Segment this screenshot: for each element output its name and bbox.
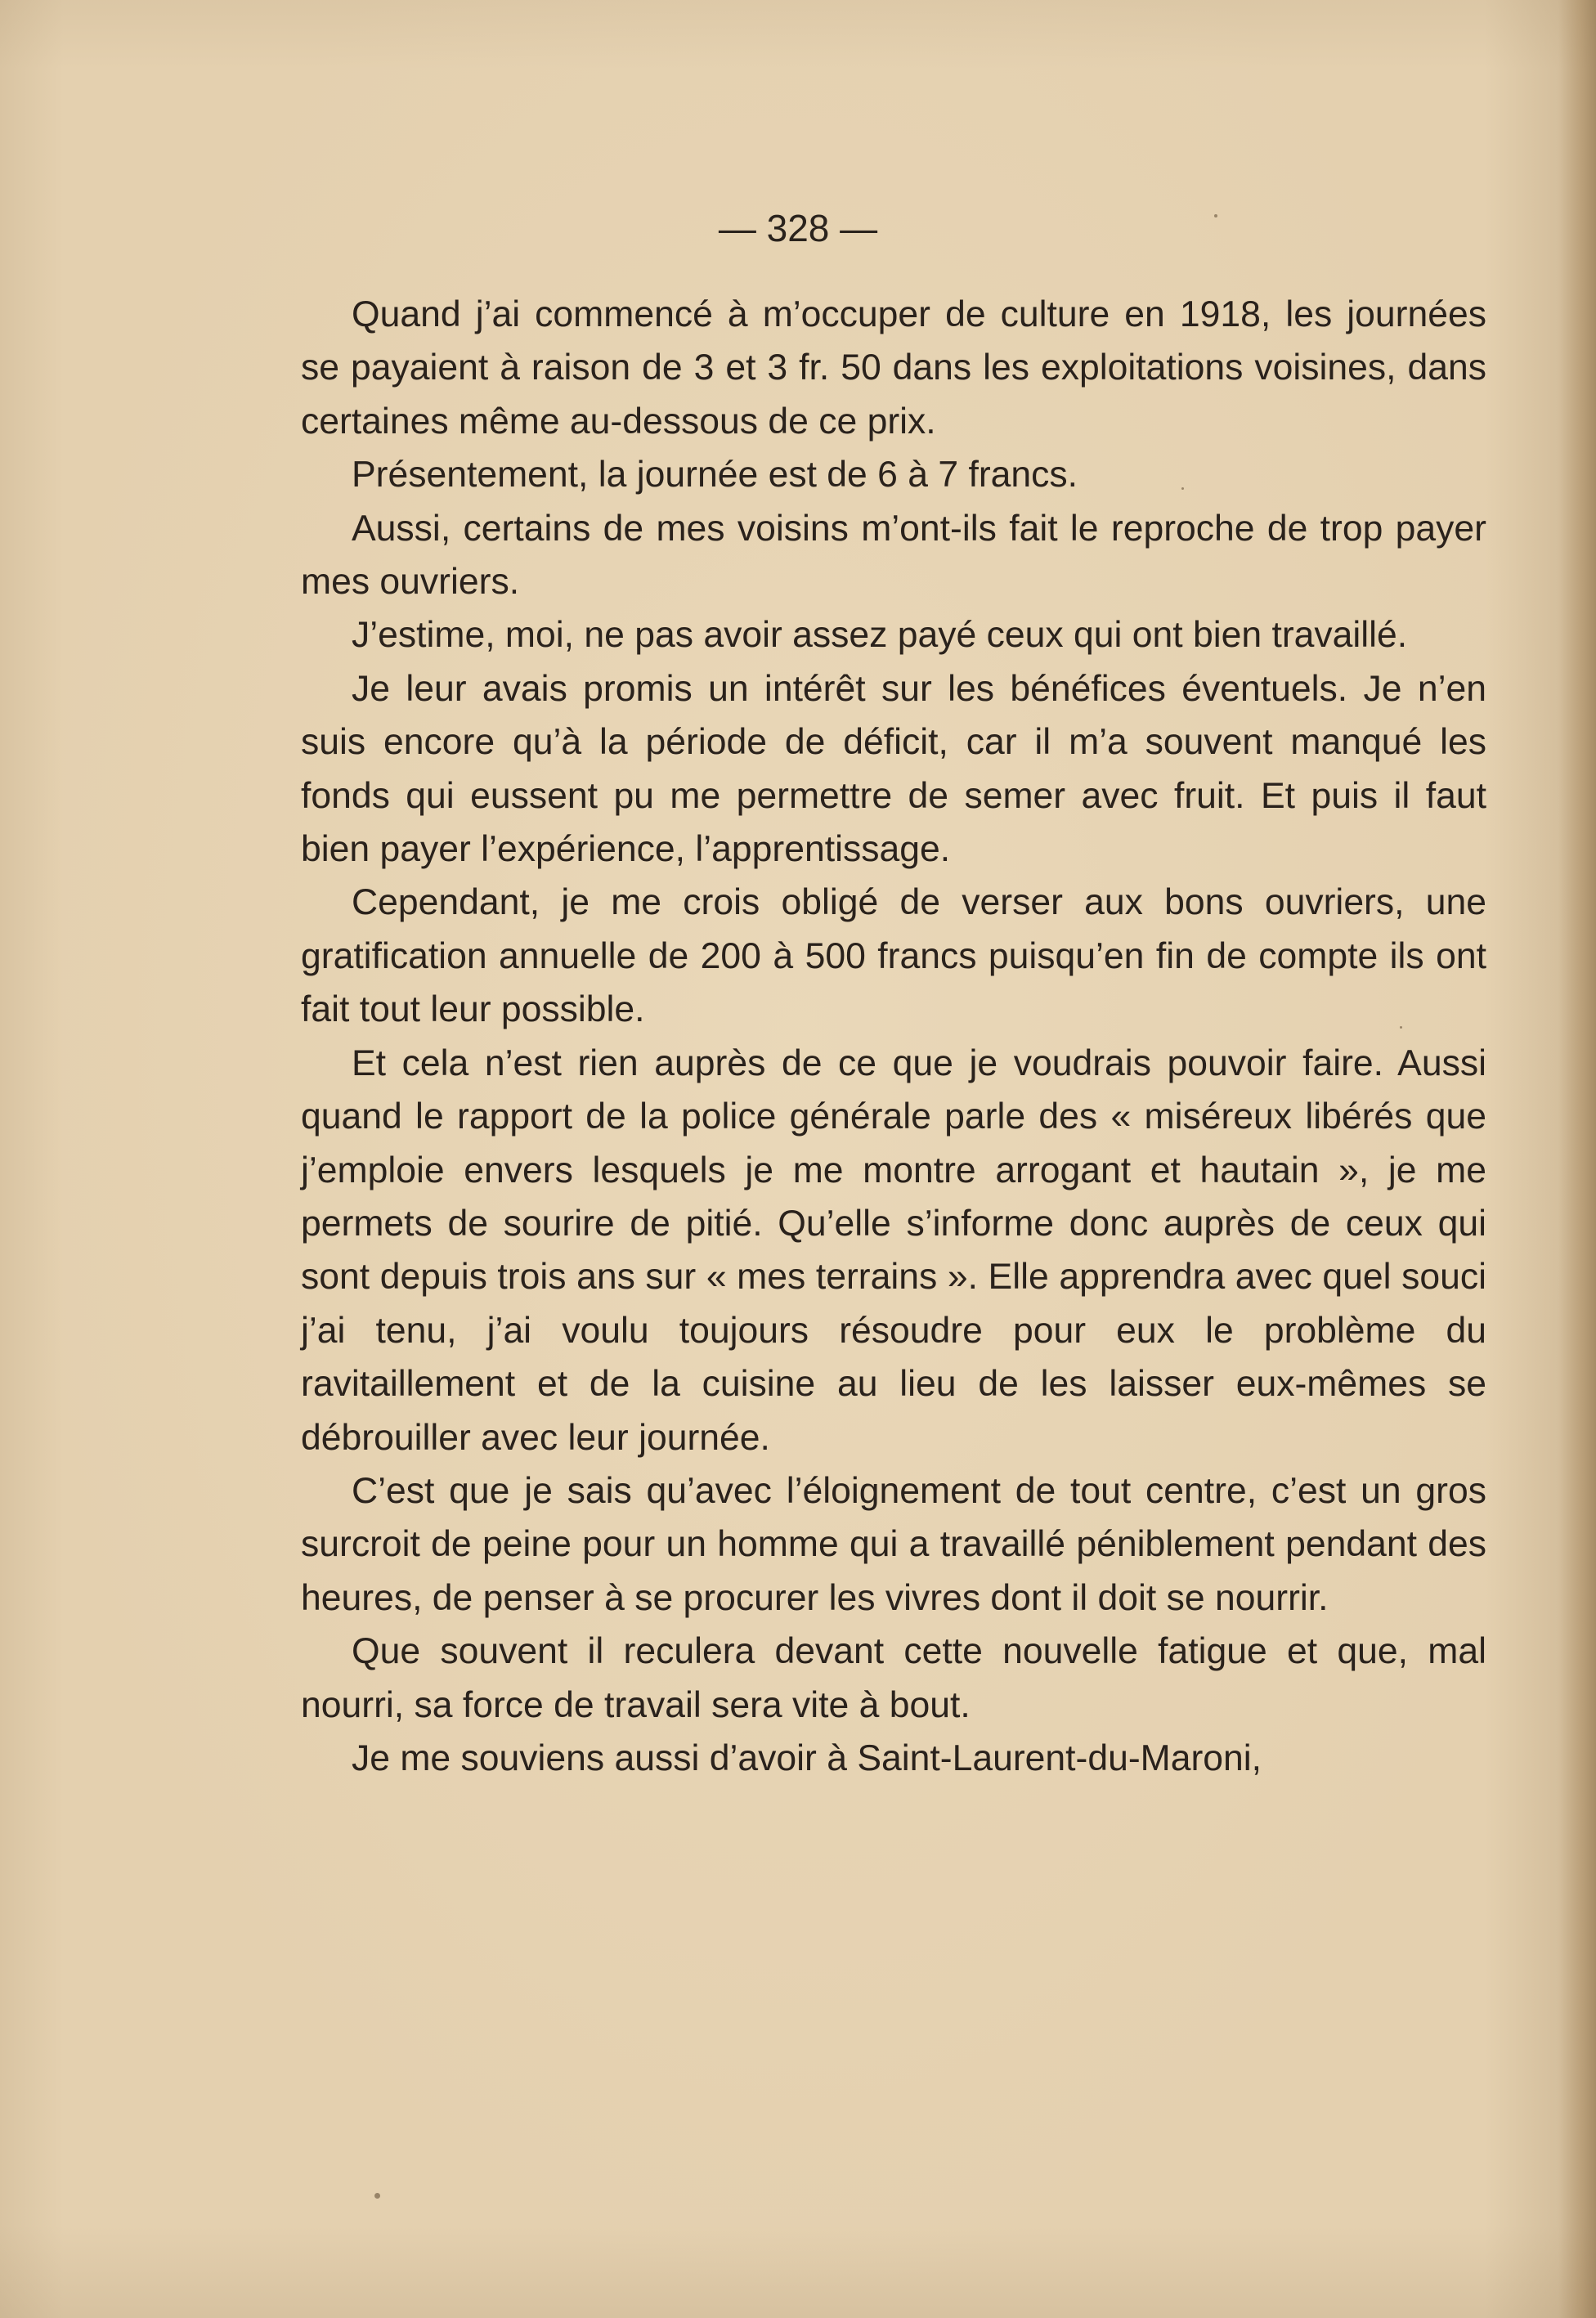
paper-speck	[1214, 214, 1217, 217]
paper-speck	[374, 2193, 380, 2199]
paragraph: Je leur avais promis un intérêt sur les bénéfices éventuels. Je n’en suis encore qu’à la période de déficit, car il m’a souvent manqué les fonds qui eussent pu me permettre de semer avec fruit. Et puis il faut bien payer l’expérience, l’apprentissage.	[301, 668, 1486, 870]
paragraph: Et cela n’est rien auprès de ce que je voudrais pouvoir faire. Aussi quand le rapport de la police générale parle des « miséreux libérés que j’emploie envers lesquels je me montre arrogant et hautain », je me permets de sourire de pitié. Qu’elle s’informe donc auprès de ceux qui sont depuis trois ans sur « mes terrains ». Elle apprendra avec quel souci j’ai tenu, j’ai voulu toujours résoudre pour eux le problème du ravitaillement et de la cuisine au lieu de les laisser eux-mêmes se débrouiller avec leur journée.	[301, 1042, 1486, 1458]
paragraph: Quand j’ai commencé à m’occuper de culture en 1918, les journées se payaient à raison de 3 et 3 fr. 50 dans les exploitations voisines, dans certaines même au-dessous de ce prix.	[301, 294, 1486, 442]
paragraph: Cependant, je me crois obligé de verser aux bons ouvriers, une gratification annuelle de 200 à 500 francs puisqu’en fin de compte ils ont fait tout leur possible.	[301, 882, 1486, 1030]
paragraph: Présentement, la journée est de 6 à 7 francs.	[352, 455, 1078, 495]
paragraph: Que souvent il reculera devant cette nouvelle fatigue et que, mal nourri, sa force de travail sera vite à bout.	[301, 1631, 1486, 1725]
page-number: — 328 —	[718, 207, 878, 249]
body-text	[301, 288, 1486, 1785]
paragraph: Je me souviens aussi d’avoir à Saint-Laurent-du-Maroni,	[352, 1737, 1262, 1778]
paragraph: Aussi, certains de mes voisins m’ont-ils fait le reproche de trop payer mes ouvriers.	[301, 508, 1486, 603]
paragraph: J’estime, moi, ne pas avoir assez payé ceux qui ont bien travaillé.	[352, 615, 1408, 656]
paper-speck	[1181, 487, 1184, 490]
page-edge-shadow	[1558, 0, 1596, 2318]
paragraph: C’est que je sais qu’avec l’éloignement de tout centre, c’est un gros surcroit de peine pour un homme qui a travaillé péniblement pendant des heures, de penser à se procurer les vivres dont il doit se nourrir.	[301, 1470, 1486, 1618]
paper-speck	[1400, 1026, 1402, 1029]
